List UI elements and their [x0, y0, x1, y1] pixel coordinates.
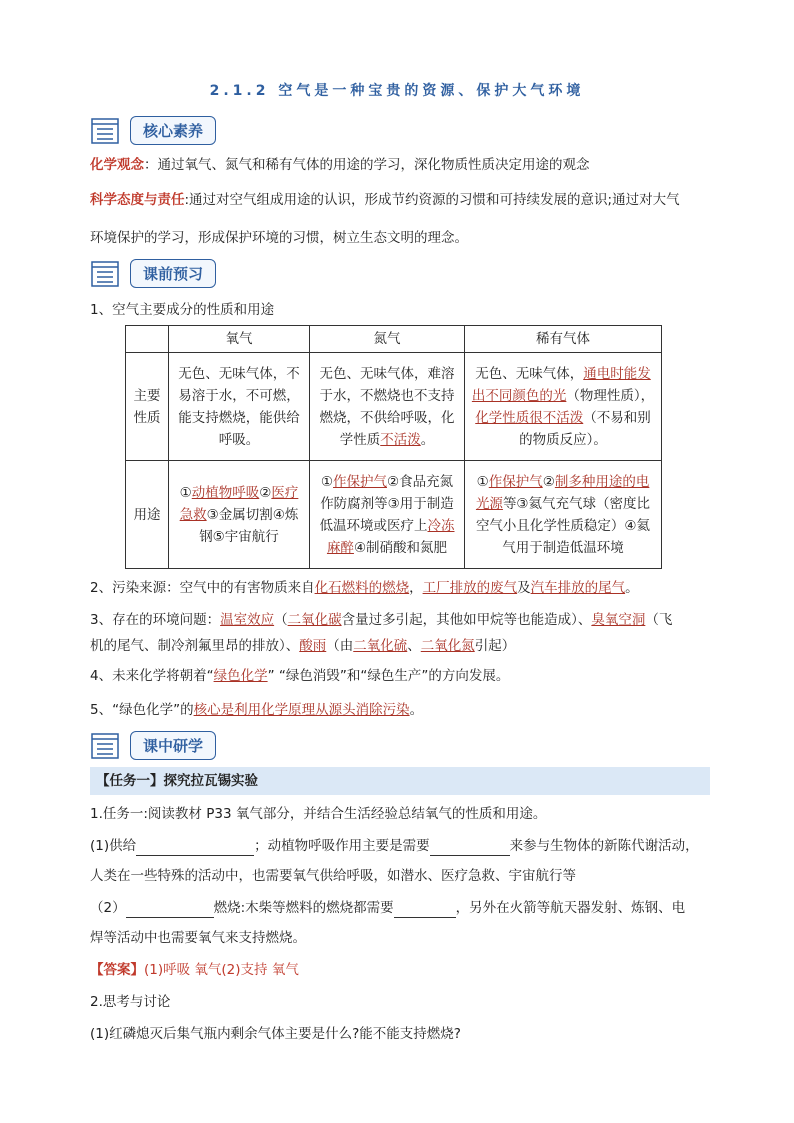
preview-q3: 3、存在的环境问题：温室效应（二氧化碳含量过多引起，其他如甲烷等也能造成）、臭氧空洞（飞	[90, 612, 673, 628]
study-t4: （2） 燃烧:木柴等燃料的燃烧都需要 ，另外在火箭等航天器发射、炼钢、电	[90, 900, 686, 916]
preview-q1: 1、空气主要成分的性质和用途	[90, 302, 275, 318]
cell-rare-uses: ①作保护气②制多种用途的电光源等③氦气充气球（密度比空气小且化学性质稳定）④氦气用于制造低温环境	[465, 461, 662, 569]
blank-field	[126, 903, 214, 918]
core-l2-label: 科学态度与责任	[90, 192, 185, 208]
header-nitrogen: 氮气	[310, 326, 465, 353]
blank-field	[430, 841, 510, 856]
header-oxygen: 氧气	[169, 326, 310, 353]
cell-n2-uses: ①作保护气②食品充氮作防腐剂等③用于制造低温环境或医疗上冷冻麻醉④制硝酸和氮肥	[310, 461, 465, 569]
section-core-header	[90, 113, 216, 147]
task-bar: 【任务一】探究拉瓦锡实验	[90, 767, 710, 795]
core-l1-label: 化学观念	[90, 157, 144, 173]
header-rare-gas: 稀有气体	[465, 326, 662, 353]
list-icon	[90, 115, 120, 145]
section-core-label: 核心素养	[130, 116, 216, 145]
row-label-uses: 用途	[126, 461, 169, 569]
preview-q2: 2、污染来源：空气中的有害物质来自化石燃料的燃烧，工厂排放的废气及汽车排放的尾气。	[90, 580, 639, 596]
section-preview-label: 课前预习	[130, 259, 216, 288]
section-preview-header	[90, 256, 216, 290]
core-l1-text: ：通过氧气、氮气和稀有气体的用途的学习，深化物质性质决定用途的观念	[144, 157, 590, 173]
core-l2-text: :通过对空气组成用途的认识，形成节约资源的习惯和可持续发展的意识;通过对大气	[184, 192, 680, 208]
preview-q4: 4、未来化学将朝着“绿色化学” “绿色消毁”和“绿色生产”的方向发展。	[90, 668, 510, 684]
row-label-properties: 主要性质	[126, 353, 169, 461]
blank-field	[394, 903, 456, 918]
preview-q3-cont: 机的尾气、制冷剂氟里昂的排放）、酸雨（由二氧化硫、二氧化氮引起）	[90, 638, 516, 654]
study-answer: 【答案】(1)呼吸 氧气(2)支持 氧气	[90, 962, 299, 978]
blank-field	[136, 841, 254, 856]
cell-n2-properties: 无色、无味气体，难溶于水，不燃烧也不支持燃烧，不供给呼吸，化学性质不活泼。	[310, 353, 465, 461]
study-t2: (1)供给 ；动植物呼吸作用主要是需要 来参与生物体的新陈代谢活动，	[90, 838, 699, 854]
preview-q5: 5、“绿色化学”的核心是利用化学原理从源头消除污染。	[90, 702, 424, 718]
study-t7: (1)红磷熄灭后集气瓶内剩余气体主要是什么?能不能支持燃烧?	[90, 1026, 461, 1042]
table-row	[126, 353, 662, 461]
cell-rare-properties: 无色、无味气体，通电时能发出不同颜色的光（物理性质），化学性质很不活泼（不易和别的物质反应）。	[465, 353, 662, 461]
cell-o2-uses: ①动植物呼吸②医疗急救③金属切割④炼钢⑤宇宙航行	[169, 461, 310, 569]
cell-o2-properties: 无色、无味气体，不易溶于水，不可燃，能支持燃烧，能供给呼吸。	[169, 353, 310, 461]
core-line-3: 环境保护的学习，形成保护环境的习惯，树立生态文明的理念。	[90, 230, 468, 246]
table-row	[126, 461, 662, 569]
table-corner	[126, 326, 169, 353]
study-t3: 人类在一些特殊的活动中，也需要氧气供给呼吸，如潜水、医疗急救、宇宙航行等	[90, 868, 576, 884]
table-header-row	[126, 326, 662, 353]
properties-table	[125, 325, 662, 569]
study-t6: 2.思考与讨论	[90, 994, 171, 1010]
core-line-1	[90, 155, 710, 175]
core-line-2	[90, 190, 710, 210]
page-title: 2.1.2 空气是一种宝贵的资源、保护大气环境	[209, 83, 585, 99]
study-t1: 1.任务一:阅读教材 P33 氧气部分，并结合生活经验总结氧气的性质和用途。	[90, 806, 547, 822]
section-study-label: 课中研学	[130, 731, 216, 760]
section-study-header	[90, 728, 216, 762]
study-t5: 焊等活动中也需要氧气来支持燃烧。	[90, 930, 306, 946]
list-icon	[90, 258, 120, 288]
list-icon	[90, 730, 120, 760]
